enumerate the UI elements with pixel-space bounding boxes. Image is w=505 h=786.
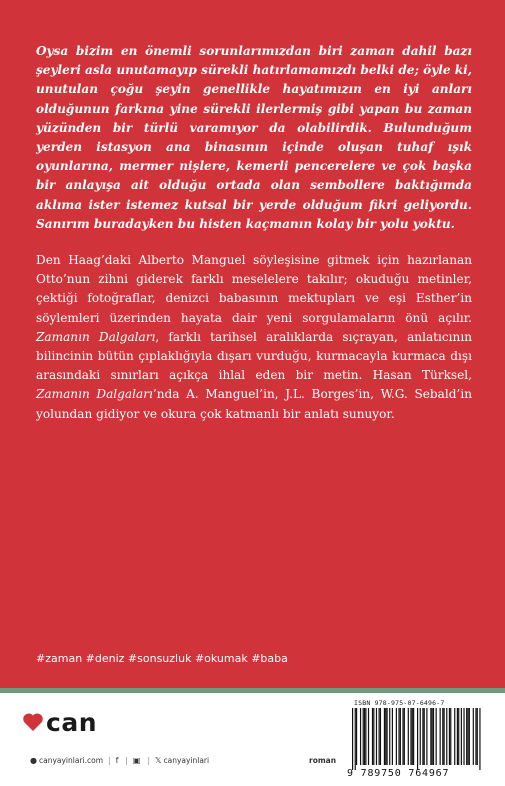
barcode-bar bbox=[469, 708, 470, 765]
barcode-bar bbox=[404, 708, 405, 765]
barcode-bar bbox=[368, 708, 369, 765]
barcode-bar bbox=[449, 708, 450, 765]
barcode-bar bbox=[458, 708, 459, 765]
barcode-bar bbox=[420, 708, 421, 765]
barcode-bar bbox=[432, 708, 433, 765]
barcode-bar bbox=[430, 708, 431, 765]
barcode-bar bbox=[436, 708, 437, 765]
barcode-bar bbox=[450, 708, 451, 765]
publisher-logo bbox=[22, 705, 97, 739]
barcode-bar bbox=[475, 708, 476, 765]
barcode-bar bbox=[363, 708, 364, 765]
barcode-bar bbox=[385, 708, 386, 765]
barcode-bar bbox=[461, 708, 462, 765]
barcode-bar bbox=[467, 708, 468, 765]
barcode-bar bbox=[410, 708, 411, 765]
website-link[interactable]: canyayinlari.com bbox=[38, 756, 104, 765]
barcode-bar bbox=[379, 708, 380, 765]
logo-text: can bbox=[46, 707, 97, 737]
barcode-bar bbox=[433, 708, 434, 765]
barcode-bar bbox=[446, 708, 447, 765]
barcode-bar bbox=[422, 708, 423, 765]
instagram-icon[interactable]: ▣ bbox=[132, 756, 141, 765]
blurb-text bbox=[36, 251, 472, 424]
blurb-part-1: Den Haag’daki Alberto Manguel söyleşisine gitmek için hazırlanan Otto’nun zihni giderek farklı meselelere takılır; okuduğu metinler, çektiği fotoğraflar, denizci babasının mektupları ve eşi Esther’in söylemleri üzerinden hayata dair yeni sorgulamaların önü açılır. bbox=[36, 253, 472, 325]
blurb-part-2: , farklı tarihsel aralıklarda sıçrayan, anlatıcının bilincinin bütün çıplaklığıyla dışarı vurduğu, kurmacayla kurmaca dışı arasındaki sınırları açıkça ihlal eden bir metin. Hasan Türksel, bbox=[36, 329, 472, 383]
barcode-bar bbox=[384, 708, 385, 765]
barcode-bar bbox=[365, 708, 366, 765]
barcode-bar bbox=[373, 708, 374, 765]
barcode-bar bbox=[392, 708, 393, 765]
barcode-bar bbox=[356, 708, 357, 765]
barcode-bar bbox=[442, 708, 443, 765]
barcode-bar bbox=[473, 708, 474, 765]
facebook-icon[interactable]: f bbox=[115, 756, 119, 765]
barcode-bar bbox=[477, 708, 478, 765]
barcode-bar bbox=[386, 708, 387, 765]
barcode-bar bbox=[413, 708, 414, 765]
blurb-part-3: ’nda A. Manguel’in, J.L. Borges’in, W.G. Sebald’in yolundan gidiyor ve okura çok katmanlı bir anlatı sunuyor. bbox=[36, 387, 472, 421]
hashtags: #zaman #deniz #sonsuzluk #okumak #baba bbox=[36, 652, 288, 665]
barcode-bar bbox=[402, 708, 403, 765]
barcode-bar bbox=[463, 708, 464, 765]
barcode-bar bbox=[376, 708, 377, 765]
barcode bbox=[352, 708, 482, 770]
social-handle[interactable]: canyayinlari bbox=[163, 756, 210, 765]
barcode-bar bbox=[412, 708, 413, 765]
barcode-bar bbox=[457, 708, 458, 765]
barcode-bar bbox=[466, 708, 467, 765]
barcode-bar bbox=[352, 708, 353, 770]
barcode-bar bbox=[360, 708, 361, 765]
barcode-bar bbox=[424, 708, 425, 765]
divider: | bbox=[108, 756, 111, 765]
barcode-bar bbox=[479, 708, 480, 770]
divider: | bbox=[125, 756, 128, 765]
footer-links bbox=[30, 756, 209, 765]
globe-icon: ● bbox=[30, 756, 37, 765]
genre-label: roman bbox=[309, 756, 337, 765]
barcode-bar bbox=[400, 708, 401, 765]
barcode-bar bbox=[364, 708, 365, 765]
barcode-bar bbox=[398, 708, 399, 765]
barcode-bar bbox=[444, 708, 445, 765]
barcode-bar bbox=[396, 708, 397, 765]
x-icon[interactable]: 𝕏 bbox=[155, 756, 162, 765]
book-title-1: Zamanın Dalgaları bbox=[36, 329, 156, 344]
barcode-bar bbox=[440, 708, 441, 765]
barcode-bar bbox=[454, 708, 455, 765]
barcode-bar bbox=[408, 708, 409, 765]
barcode-bar bbox=[380, 708, 381, 765]
barcode-bar bbox=[426, 708, 427, 765]
heart-icon bbox=[22, 712, 44, 732]
divider: | bbox=[147, 756, 151, 765]
barcode-bar bbox=[417, 708, 418, 770]
barcode-bar bbox=[372, 708, 373, 765]
barcode-bar bbox=[389, 708, 390, 765]
excerpt-quote: Oysa bizim en önemli sorunlarımızdan biri zaman dahil bazı şeyleri asla unutamayıp sürekli hatırlamamızdı belki de; öyle ki, unutulan çoğu şeyin genellikle hayatımızın en iyi anları olduğunun farkına yine sürekli ilerlermiş gibi yapan bu zaman yüzünden bir türlü varamıyor da olabilirdik. Bulunduğum yerden istasyon ana binasının içinde oluşan tuhaf ışık oyunlarına, mermer nişlere, kemerli pencerelere ve çok başka bir anlayışa ait olduğu ortada olan sembollere baktığımda aklıma ister istemez kutsal bir yerde olduğum fikri geliyordu. Sanırım buradayken bu histen kaçmanın kolay bir yolu yoktu. bbox=[36, 44, 472, 231]
barcode-bar bbox=[355, 708, 356, 770]
book-title-2: Zamanın Dalgaları bbox=[36, 387, 153, 402]
isbn-label: ISBN 978-975-07-6496-7 bbox=[354, 699, 445, 707]
barcode-number: 9 789750 764967 bbox=[347, 768, 450, 779]
